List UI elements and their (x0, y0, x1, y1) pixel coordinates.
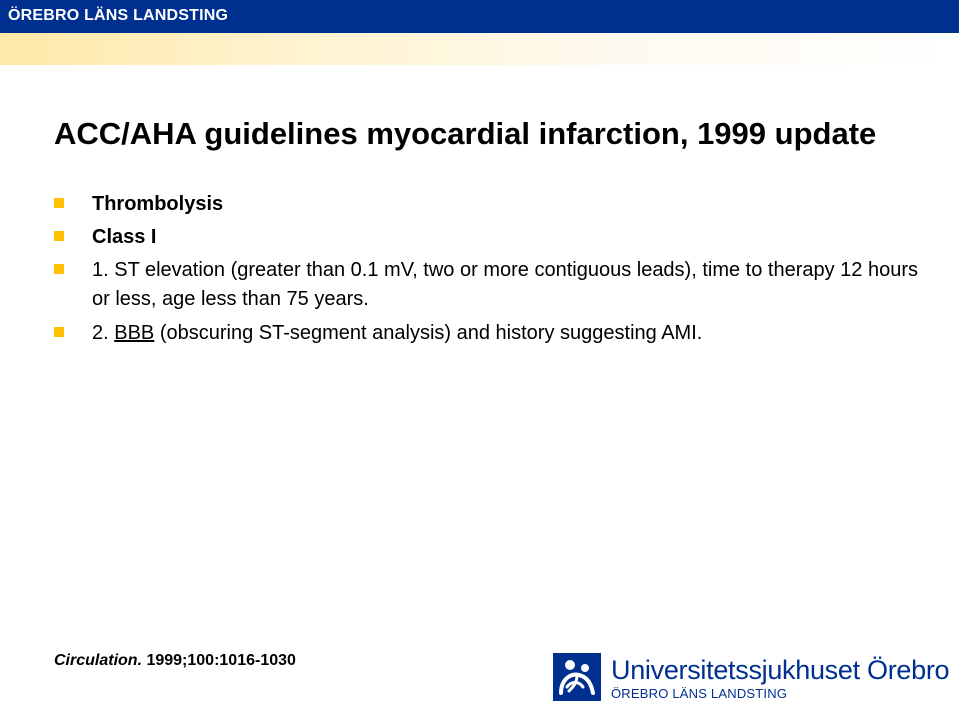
bullet-item-thrombolysis (54, 190, 934, 219)
header-gradient-band (0, 33, 959, 65)
bullet-square-icon (54, 198, 64, 208)
bullet-list (54, 190, 934, 348)
bullet-item-class (54, 223, 934, 252)
bullet-item-criterion-1 (54, 256, 934, 314)
bullet-text: Class I (92, 226, 157, 248)
bullet-square-icon (54, 264, 64, 274)
hospital-logo (553, 653, 950, 703)
bullet-item-criterion-2 (54, 319, 934, 348)
header-bar (0, 0, 959, 33)
bullet-text-prefix: 2. (92, 322, 115, 344)
bullet-text-suffix: (obscuring ST-segment analysis) and history suggesting AMI. (154, 322, 703, 344)
slide-title: ACC/AHA guidelines myocardial infarction, 1999 update (54, 116, 877, 151)
hospital-logo-subtitle: ÖREBRO LÄNS LANDSTING (611, 686, 788, 701)
bullet-text-underlined: BBB (114, 322, 155, 344)
bullet-square-icon (54, 231, 64, 241)
bullet-text: Thrombolysis (92, 193, 224, 215)
bullet-text: 1. ST elevation (greater than 0.1 mV, two or more contiguous leads), time to therapy 12 hours or less, age less than 75 years. (92, 259, 919, 310)
citation (54, 652, 296, 670)
citation-reference: 1999;100:1016-1030 (142, 652, 296, 669)
hospital-logo-icon (553, 653, 601, 701)
header-title: ÖREBRO LÄNS LANDSTING (8, 7, 229, 24)
hospital-logo-name: Universitetssjukhuset Örebro (611, 655, 950, 685)
bullet-square-icon (54, 327, 64, 337)
citation-journal: Circulation. (54, 652, 143, 669)
hospital-logo-graphic (553, 653, 601, 701)
